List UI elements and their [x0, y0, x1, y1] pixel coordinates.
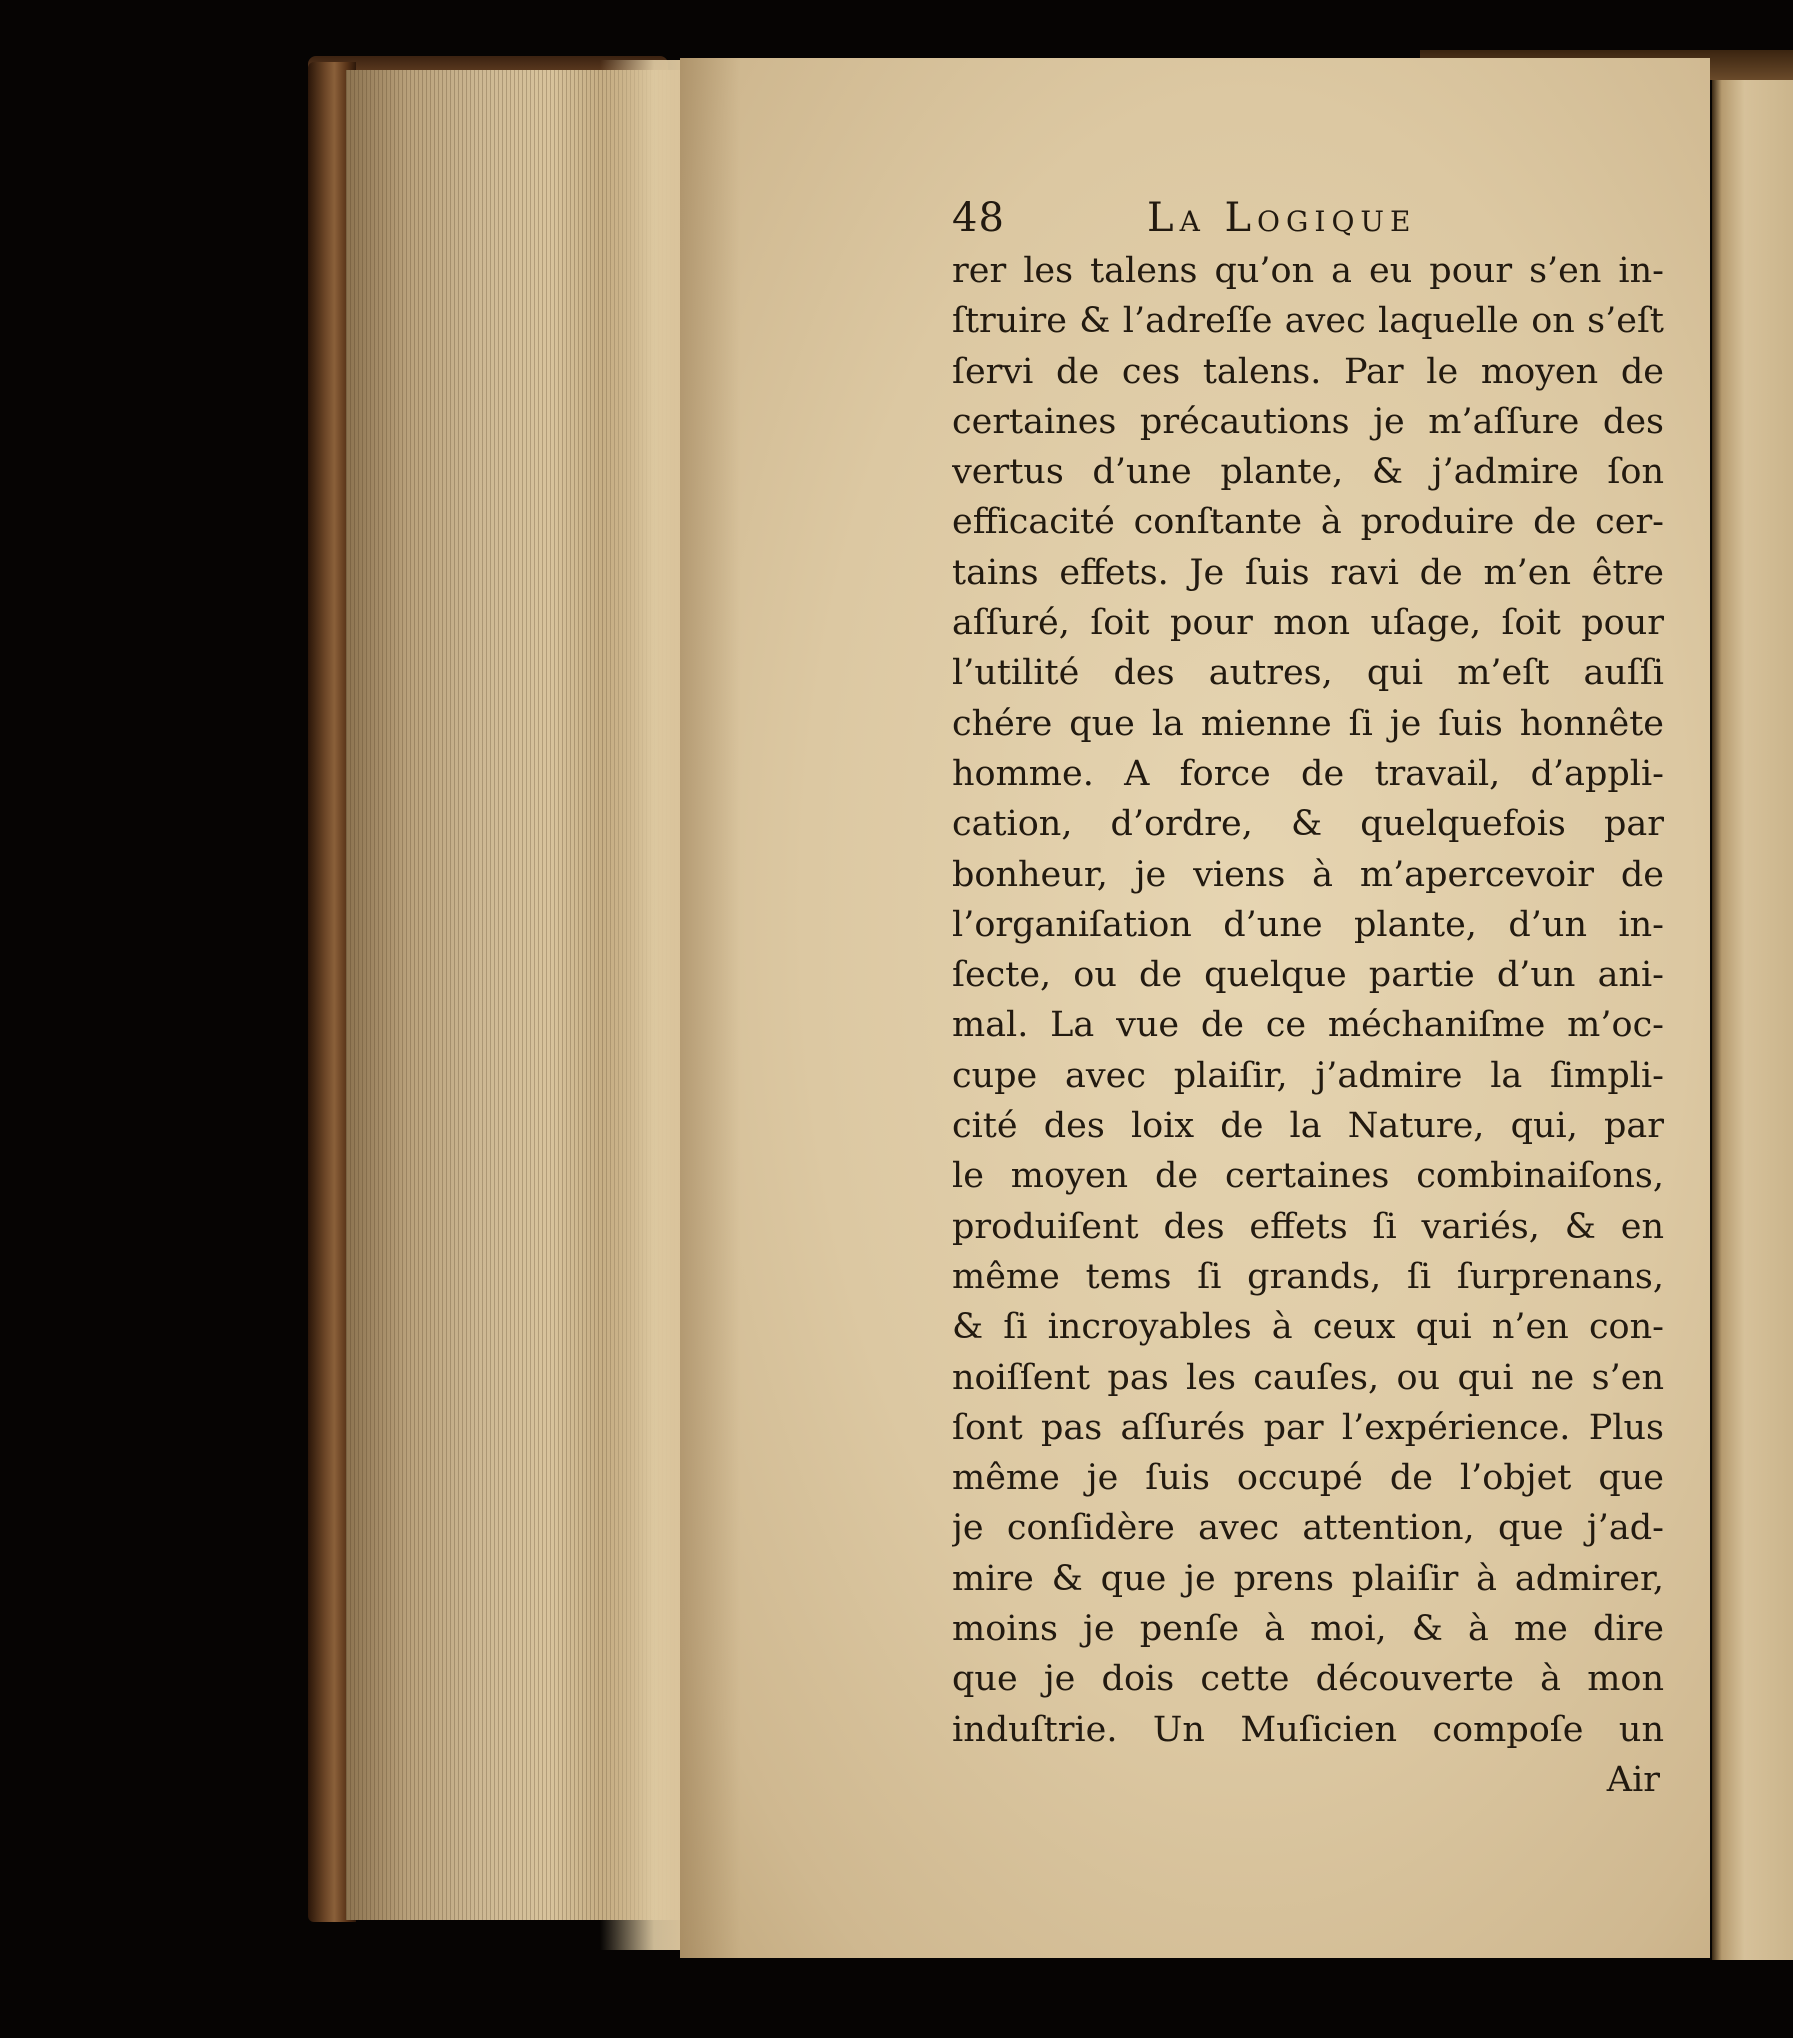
- page-gutter-shadow: [680, 58, 740, 1958]
- text-line: bonheur, je viens à m’apercevoir de: [952, 854, 1664, 895]
- facing-page-edge: [1712, 80, 1793, 1960]
- catchword: Air: [1606, 1759, 1660, 1800]
- text-line: cupe avec plaiſir, j’admire la ſimpli-: [952, 1055, 1664, 1096]
- text-line: ſecte, ou de quelque partie d’un ani-: [952, 955, 1664, 996]
- page-edge-highlight: [600, 60, 690, 1950]
- running-head: [952, 190, 1664, 246]
- page-text-block: [952, 190, 1664, 1805]
- body-text: [952, 246, 1664, 1755]
- text-line: moins je penſe à moi, & à me dire: [952, 1609, 1664, 1650]
- text-line: même je ſuis occupé de l’objet que: [952, 1458, 1664, 1499]
- text-line: l’organiſation d’une plante, d’un in-: [952, 904, 1664, 945]
- text-line: ſont pas aſſurés par l’expérience. Plus: [952, 1407, 1664, 1448]
- text-line: ſervi de ces talens. Par le moyen de: [952, 351, 1664, 392]
- text-line: produiſent des effets ſi variés, & en: [952, 1206, 1664, 1247]
- text-line: chére que la mienne ſi je ſuis honnête: [952, 703, 1664, 744]
- text-line: le moyen de certaines combinaiſons,: [952, 1156, 1664, 1197]
- text-line: même tems ſi grands, ſi ſurprenans,: [952, 1256, 1664, 1297]
- text-line: vertus d’une plante, & j’admire ſon: [952, 452, 1664, 493]
- text-line: noiſſent pas les cauſes, ou qui ne s’en: [952, 1357, 1664, 1398]
- text-line: & ſi incroyables à ceux qui n’en con-: [952, 1307, 1664, 1348]
- text-line: je conſidère avec attention, que j’ad-: [952, 1508, 1664, 1549]
- text-line: certaines précautions je m’aſſure des: [952, 401, 1664, 442]
- text-line: mire & que je prens plaiſir à admirer,: [952, 1558, 1664, 1599]
- text-line: mal. La vue de ce méchaniſme m’oc-: [952, 1005, 1664, 1046]
- text-line: homme. A force de travail, d’appli-: [952, 753, 1664, 794]
- text-line: induſtrie. Un Muſicien compoſe un: [952, 1709, 1664, 1750]
- page-number: 48: [952, 195, 1005, 241]
- running-title: La Logique: [1147, 195, 1417, 241]
- text-line: que je dois cette découverte à mon: [952, 1659, 1664, 1700]
- text-line: cité des loix de la Nature, qui, par: [952, 1106, 1664, 1147]
- text-line: aſſuré, ſoit pour mon uſage, ſoit pour: [952, 603, 1664, 644]
- text-line: efficacité conſtante à produire de cer-: [952, 502, 1664, 543]
- text-line: rer les talens qu’on a eu pour s’en in-: [952, 251, 1664, 291]
- text-line: tains effets. Je ſuis ravi de m’en être: [952, 552, 1664, 593]
- text-line: ſtruire & l’adreſſe avec laquelle on s’eſt: [952, 301, 1664, 342]
- text-line: cation, d’ordre, & quelquefois par: [952, 804, 1664, 845]
- text-line: l’utilité des autres, qui m’eſt auſſi: [952, 653, 1664, 694]
